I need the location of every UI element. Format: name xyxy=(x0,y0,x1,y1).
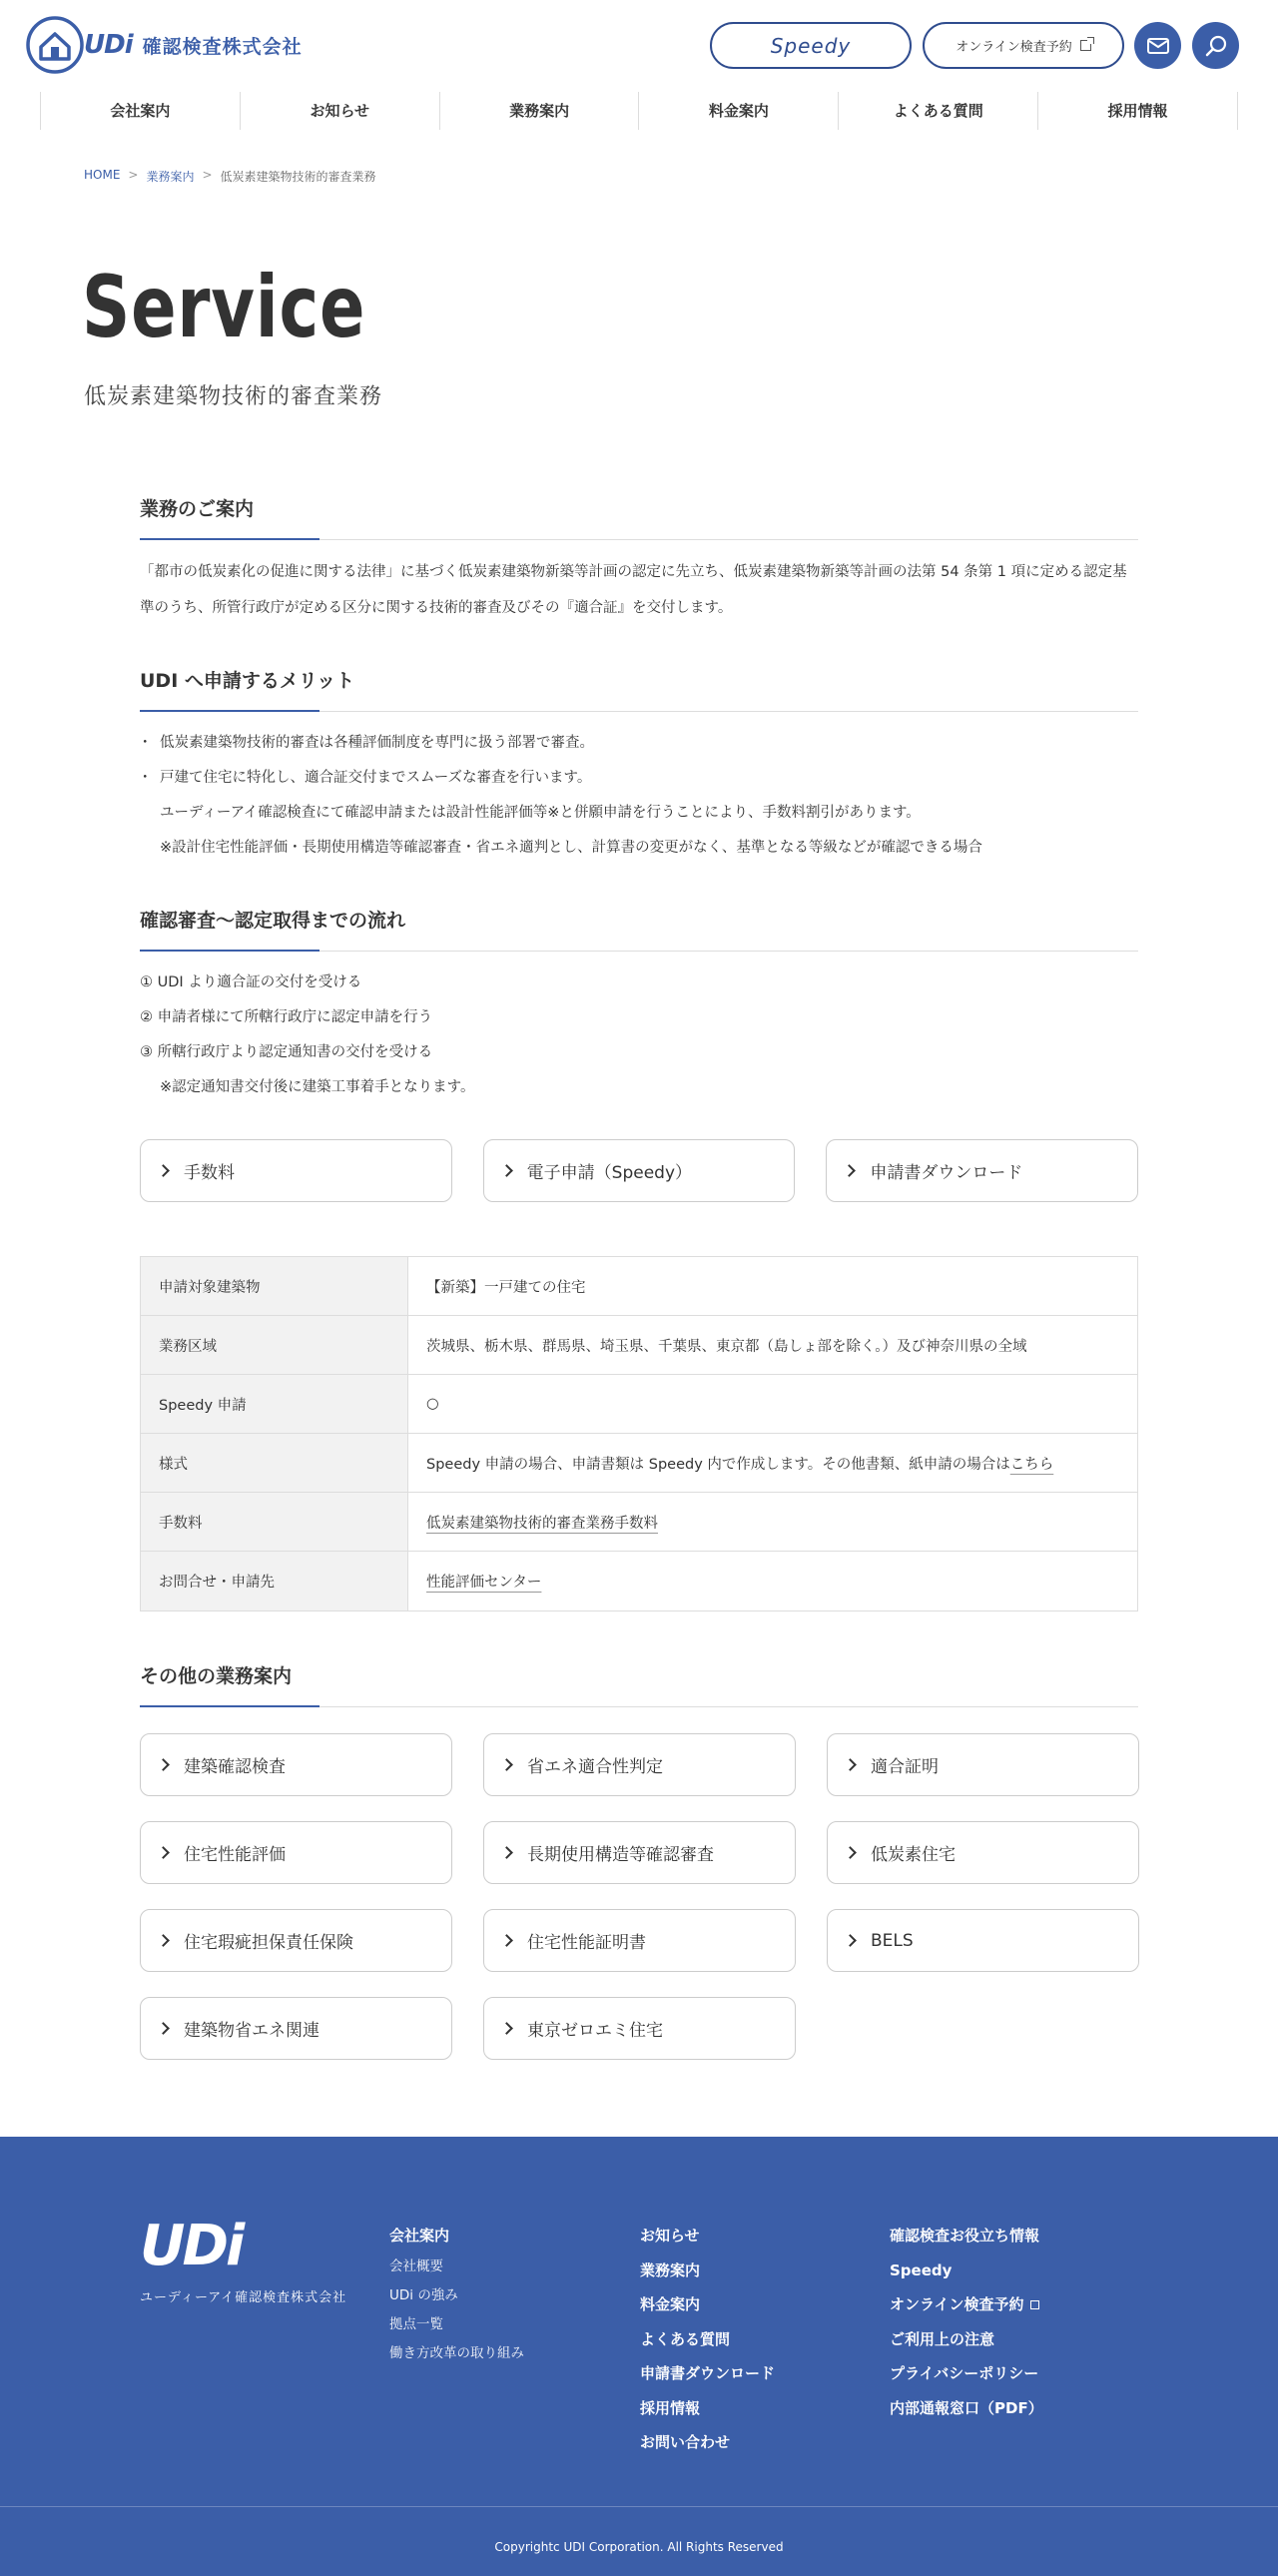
site-logo[interactable] xyxy=(26,16,303,74)
footer-link[interactable]: 会社概要 xyxy=(389,2258,443,2274)
chevron-right-icon xyxy=(500,1164,513,1177)
table-row xyxy=(141,1493,1138,1552)
mail-button[interactable] xyxy=(1134,22,1181,69)
table-row xyxy=(141,1316,1138,1375)
list-item: ユーディーアイ確認検査にて確認申請または設計性能評価等※と併願申請を行うことにより、手数料割引があります。 xyxy=(160,805,921,821)
breadcrumb-separator: > xyxy=(202,168,213,182)
list-item: ※認定通知書交付後に建築工事着手となります。 xyxy=(160,1079,475,1095)
breadcrumb-services[interactable]: 業務案内 xyxy=(146,170,195,184)
chevron-right-icon xyxy=(844,1846,857,1859)
table-row xyxy=(141,1434,1138,1493)
nav-faq[interactable]: よくある質問 xyxy=(838,92,1037,130)
format-text: Speedy 申請の場合、申請書類は Speedy 内で作成します。その他書類、紙申請の場合は xyxy=(426,1456,1010,1473)
chevron-right-icon xyxy=(844,1758,857,1771)
footer-link[interactable]: 料金案内 xyxy=(640,2295,701,2313)
merits-heading: UDI へ申請するメリット xyxy=(140,666,1138,712)
table-cell: ○ xyxy=(408,1375,1138,1434)
table-header-cell: 手数料 xyxy=(141,1493,408,1552)
footer-link[interactable]: 働き方改革の取り組み xyxy=(389,2345,524,2361)
footer-link[interactable]: UDi の強み xyxy=(389,2287,458,2303)
table-header-cell: 様式 xyxy=(141,1434,408,1493)
other-services-heading: その他の業務案内 xyxy=(140,1661,1138,1707)
flow-heading: 確認審査～認定取得までの流れ xyxy=(140,906,1138,952)
service-link-tokyo-zero-emission[interactable] xyxy=(483,1997,796,2060)
link-label: 住宅性能証明書 xyxy=(527,1933,646,1953)
table-header-cell: 業務区域 xyxy=(141,1316,408,1375)
flow-list xyxy=(140,966,1138,1105)
table-header-cell: お問合せ・申請先 xyxy=(141,1552,408,1611)
footer-link[interactable]: よくある質問 xyxy=(640,2329,731,2348)
link-label: 省エネ適合性判定 xyxy=(527,1757,663,1777)
chevron-right-icon xyxy=(844,1934,857,1947)
table-cell xyxy=(408,1493,1138,1552)
nav-news[interactable]: お知らせ xyxy=(240,92,439,130)
footer-col-main xyxy=(640,2219,775,2460)
service-link-low-carbon[interactable] xyxy=(827,1821,1139,1884)
logo-company-text: 確認検査株式会社 xyxy=(142,35,303,58)
breadcrumb-separator: > xyxy=(128,168,139,182)
table-row xyxy=(141,1375,1138,1434)
footer-col-info xyxy=(890,2219,1043,2425)
service-info-table xyxy=(140,1256,1138,1611)
other-services-grid xyxy=(140,1733,1138,2060)
service-link-housing-performance[interactable] xyxy=(140,1821,452,1884)
service-link-building-energy[interactable] xyxy=(140,1997,452,2060)
service-link-defect-insurance[interactable] xyxy=(140,1909,452,1972)
footer-link[interactable]: プライバシーポリシー xyxy=(890,2364,1039,2382)
service-link-conformity[interactable] xyxy=(827,1733,1139,1796)
link-label: 建築物省エネ関連 xyxy=(184,2021,320,2041)
form-download-link-button[interactable] xyxy=(826,1139,1138,1202)
table-header-cell: 申請対象建築物 xyxy=(141,1257,408,1316)
link-label: 住宅瑕疵担保責任保険 xyxy=(184,1933,353,1953)
list-item: ② 申請者様にて所轄行政庁に認定申請を行う xyxy=(140,1009,433,1025)
intro-text: 「都市の低炭素化の促進に関する法律」に基づく低炭素建築物新築等計画の認定に先立ち、低炭素建築物新築等計画の法第 54 条第 1 項に定める認定基準のうち、所管行政庁が定める区分に関する技術的審査及びその『適合証』を交付します。 xyxy=(140,564,1127,616)
breadcrumb xyxy=(84,168,376,185)
table-cell: 【新築】一戸建ての住宅 xyxy=(408,1257,1138,1316)
speedy-label: Speedy xyxy=(770,33,852,58)
chevron-right-icon xyxy=(843,1164,856,1177)
footer-link[interactable]: 拠点一覧 xyxy=(389,2316,443,2332)
footer-link[interactable]: 申請書ダウンロード xyxy=(640,2364,776,2382)
intro-heading: 業務のご案内 xyxy=(140,494,1138,540)
nav-recruit[interactable]: 採用情報 xyxy=(1037,92,1238,130)
list-item: ・ 戸建て住宅に特化し、適合証交付までスムーズな審査を行います。 xyxy=(140,761,1138,796)
link-label: 東京ゼロエミ住宅 xyxy=(527,2021,663,2041)
page-subtitle: 低炭素建築物技術的審査業務 xyxy=(84,384,383,409)
logo-brand: UDi xyxy=(84,30,133,60)
footer-company-name: ユーディーアイ確認検査株式会社 xyxy=(140,2290,347,2305)
link-label: 長期使用構造等確認審査 xyxy=(527,1845,714,1865)
search-icon xyxy=(1204,34,1228,58)
global-nav xyxy=(40,92,1238,130)
fee-link[interactable]: 低炭素建築物技術的審査業務手数料 xyxy=(426,1515,658,1532)
search-button[interactable] xyxy=(1192,22,1239,69)
link-label: 電子申請（Speedy） xyxy=(526,1163,693,1183)
copyright: Copyrightc UDI Corporation. All Rights Reserved xyxy=(494,2540,784,2554)
service-link-bels[interactable] xyxy=(827,1909,1139,1972)
nav-fees[interactable]: 料金案内 xyxy=(638,92,838,130)
link-label: 適合証明 xyxy=(871,1757,939,1777)
list-item: ③ 所轄行政庁より認定通知書の交付を受ける xyxy=(140,1044,433,1060)
table-row xyxy=(141,1257,1138,1316)
breadcrumb-home[interactable]: HOME xyxy=(84,168,121,182)
table-header-cell: Speedy 申請 xyxy=(141,1375,408,1434)
list-item: ① UDI より適合証の交付を受ける xyxy=(140,974,362,990)
chevron-right-icon xyxy=(500,1934,513,1947)
footer-link[interactable]: 内部通報窓口（PDF） xyxy=(890,2398,1043,2417)
table-cell: 茨城県、栃木県、群馬県、埼玉県、千葉県、東京都（島しょ部を除く。）及び神奈川県の全域 xyxy=(408,1316,1138,1375)
main-content xyxy=(140,494,1138,2060)
footer-link[interactable]: 確認検査お役立ち情報 xyxy=(890,2227,1040,2245)
footer-logo-mark: UDi xyxy=(140,2214,243,2278)
footer-link[interactable]: 会社案内 xyxy=(389,2227,450,2245)
house-logo-icon xyxy=(26,16,84,74)
footer-link[interactable]: 業務案内 xyxy=(640,2260,701,2279)
list-item: ※設計住宅性能評価・長期使用構造等確認審査・省エネ適判とし、計算書の変更がなく、基準となる等級などが確認できる場合 xyxy=(160,840,982,856)
footer-link-online[interactable] xyxy=(890,2295,1039,2313)
chevron-right-icon xyxy=(500,1846,513,1859)
footer-divider xyxy=(0,2506,1278,2507)
chevron-right-icon xyxy=(157,2022,170,2035)
footer-link[interactable]: ご利用上の注意 xyxy=(890,2329,995,2348)
link-label: 建築確認検査 xyxy=(184,1757,286,1777)
nav-company[interactable]: 会社案内 xyxy=(40,92,240,130)
external-link-icon xyxy=(1030,2300,1039,2309)
site-header xyxy=(0,0,1278,120)
online-inspection-button[interactable] xyxy=(923,22,1124,69)
footer-link-label: オンライン検査予約 xyxy=(890,2295,1024,2313)
service-link-building-confirmation[interactable] xyxy=(140,1733,452,1796)
link-label: 住宅性能評価 xyxy=(184,1845,286,1865)
table-row xyxy=(141,1552,1138,1611)
contact-center-link[interactable]: 性能評価センター xyxy=(426,1575,542,1591)
nav-services[interactable]: 業務案内 xyxy=(439,92,639,130)
chevron-right-icon xyxy=(500,2022,513,2035)
chevron-right-icon xyxy=(157,1758,170,1771)
merits-list xyxy=(140,726,1138,866)
chevron-right-icon xyxy=(500,1758,513,1771)
footer-logo[interactable] xyxy=(140,2214,347,2305)
table-cell xyxy=(408,1434,1138,1493)
link-label: 申請書ダウンロード xyxy=(870,1163,1023,1183)
link-label: BELS xyxy=(871,1930,914,1951)
footer-col-company xyxy=(389,2219,524,2368)
mail-icon xyxy=(1147,38,1169,54)
link-label: 手数料 xyxy=(184,1163,235,1183)
fees-link-button[interactable] xyxy=(140,1139,452,1202)
footer-link[interactable]: お問い合わせ xyxy=(640,2433,731,2451)
site-footer xyxy=(0,2137,1278,2576)
related-links xyxy=(140,1139,1138,1202)
chevron-right-icon xyxy=(157,1934,170,1947)
link-label: 低炭素住宅 xyxy=(871,1845,956,1865)
footer-link[interactable]: 採用情報 xyxy=(640,2398,701,2417)
footer-link[interactable]: お知らせ xyxy=(640,2227,700,2245)
service-link-energy-judgment[interactable] xyxy=(483,1733,796,1796)
service-link-performance-certificate[interactable] xyxy=(483,1909,796,1972)
chevron-right-icon xyxy=(157,1846,170,1859)
service-link-long-term[interactable] xyxy=(483,1821,796,1884)
e-application-link-button[interactable] xyxy=(483,1139,796,1202)
table-cell xyxy=(408,1552,1138,1611)
breadcrumb-current: 低炭素建築物技術的審査業務 xyxy=(220,170,376,184)
speedy-button[interactable] xyxy=(710,22,912,69)
format-here-link[interactable]: こちら xyxy=(1009,1456,1054,1473)
list-item: ・ 低炭素建築物技術的審査は各種評価制度を専門に扱う部署で審査。 xyxy=(140,726,1138,761)
external-link-icon xyxy=(1080,40,1091,51)
footer-link[interactable]: Speedy xyxy=(890,2260,953,2279)
online-inspection-label: オンライン検査予約 xyxy=(956,40,1072,55)
page-title: Service xyxy=(82,258,366,357)
chevron-right-icon xyxy=(157,1164,170,1177)
